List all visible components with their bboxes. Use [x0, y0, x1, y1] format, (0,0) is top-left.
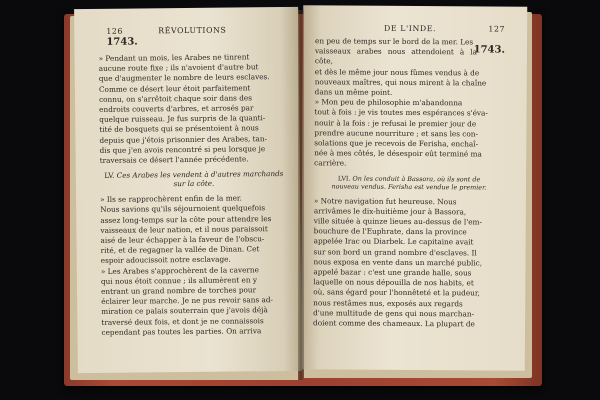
text-line: » Mon peu de philosophie m'abandonna — [314, 97, 463, 108]
year-marginal: 1743. — [473, 44, 506, 56]
text-line: prendre aucune nourriture ; et sans les con- — [314, 128, 478, 139]
text-line: » Pendant un mois, les Arabes ne tinrent — [98, 52, 250, 63]
text-line: vaisseaux arabes nous attendoient à la côte, — [314, 46, 477, 66]
right-page — [301, 5, 528, 371]
text-line: espoir adoucissoit notre esclavage. — [100, 255, 231, 266]
section-title: On les conduit à Bassora, où ils sont de — [352, 174, 481, 184]
text-line: sur son bord un grand nombre d'esclaves. Il — [313, 246, 477, 258]
page-number: 127 — [488, 24, 506, 34]
section-title-cont: nouveau vendus. Ferisha est vendue le premier. — [331, 182, 487, 192]
text-line: nouir à la fois : je refusai le premier jour de — [314, 117, 477, 129]
body-text — [99, 52, 288, 166]
section-title-cont: sur la côte. — [173, 178, 215, 189]
text-line: où, sans égard pour l'honnêteté et la pudeur, — [313, 287, 480, 298]
text-line: nouveaux maîtres, qui nous mirent à la chaîne — [314, 77, 487, 88]
text-line: arrivâmes le dix-huitième jour à Bassora, — [313, 206, 467, 217]
section-number: LV. — [104, 171, 115, 181]
text-line: Comme ce désert leur étoit parfaitement — [98, 82, 251, 94]
section-number: LVI. — [337, 174, 351, 183]
body-text — [314, 36, 505, 170]
text-line: doient comme des chameaux. La plupart de — [313, 318, 475, 329]
text-line: aisé de leur échapper à la faveur de l'obscu- — [100, 234, 265, 245]
text-line: et dès le même jour nous fûmes vendus à de — [314, 66, 480, 78]
text-line: miration ce palais souterrain que j'avois déjà — [101, 305, 268, 317]
text-line: » Les Arabes s'approchèrent de la caverne — [100, 264, 259, 276]
running-title: DE L'INDE. — [384, 23, 437, 34]
text-line: traversé deux fois, et dont je ne connaissois — [101, 315, 264, 327]
text-line: vaisseaux de leur nation, et il nous paraissoit — [100, 224, 268, 235]
body-text — [100, 193, 289, 338]
text-line: Nous savions qu'ils séjournoient quelquefois — [100, 203, 266, 215]
text-line: endroits couverts d'arbres, et arrosés par — [99, 103, 254, 114]
text-line: connu, on s'arrêtoit chaque soir dans des — [98, 93, 252, 104]
text-line: dans un même point. — [314, 87, 393, 97]
page-number: 126 — [106, 26, 124, 36]
text-line: » Notre navigation fut heureuse. Nous — [313, 195, 457, 206]
text-line: rité, et de regagner la vallée de Dinan. Cet — [100, 244, 260, 256]
text-line: quelque ruisseau. Je fus surpris de la quanti- — [99, 113, 266, 125]
text-line: nous exposa en vente dans un marché public, — [313, 257, 483, 268]
text-line: » Ils se rapprochèrent enfin de la mer. — [100, 193, 242, 205]
text-line: née à mes côtés, le désespoir eût terminé ma — [314, 148, 482, 159]
running-title: RÉVOLUTIONS — [158, 25, 227, 36]
year-marginal: 1743. — [106, 36, 138, 48]
text-line: dis que j'en avois rencontré si peu lorsque je — [99, 144, 266, 155]
text-line: bouchure de l'Euphrate, dans la province — [313, 226, 467, 237]
text-line: carrière. — [314, 158, 347, 168]
left-page — [74, 7, 302, 373]
text-line: cependant pas toutes les parties. On arriva — [101, 326, 262, 337]
section-heading — [314, 174, 504, 191]
text-line: tité de bosquets qui se présentoient à nous — [99, 123, 259, 135]
text-line: appelée Irac ou Diarbek. Le capitaine avait — [313, 236, 474, 247]
text-line: traversais ce désert l'année précédente. — [99, 154, 249, 165]
section-heading — [100, 169, 288, 189]
text-line: laquelle on nous dépouilla de nos habits, et — [313, 277, 474, 288]
text-line: solations que je recevois de Ferisha, enchaî- — [314, 138, 479, 149]
text-line: entrant un grand nombre de torches pour — [101, 285, 257, 296]
text-line: tout à fois : je vis toutes mes espérances s'éva- — [314, 107, 488, 118]
text-line: ville située à quinze lieues au-dessus de l'em- — [313, 216, 482, 227]
text-line: en peu de temps sur le bord de la mer. Les — [314, 36, 474, 47]
text-line: éclairer leur marche. Je ne pus revoir sans ad- — [101, 295, 274, 307]
section-title: Ces Arabes les vendent à d'autres marchands — [116, 169, 284, 180]
text-line: d'une multitude de gens qui nous marchan- — [313, 308, 475, 319]
text-line: que d'augmenter le nombre de leurs esclaves. — [98, 72, 270, 84]
text-line: assez long-temps sur la côte pour attendre les — [100, 213, 272, 225]
text-line: qui nous étoit connue ; ils allumèrent en y — [100, 275, 258, 286]
text-line: appelé bazar : c'est une grande halle, sous — [313, 267, 472, 278]
body-text — [313, 196, 504, 330]
text-line: nous restâmes nus, exposés aux regards — [313, 297, 463, 309]
text-line: depuis que j'étois prisonnier des Arabes, tan- — [99, 133, 268, 145]
book-gutter — [298, 10, 304, 380]
text-line: aucune route fixe ; ils n'avoient d'autre but — [98, 62, 259, 74]
